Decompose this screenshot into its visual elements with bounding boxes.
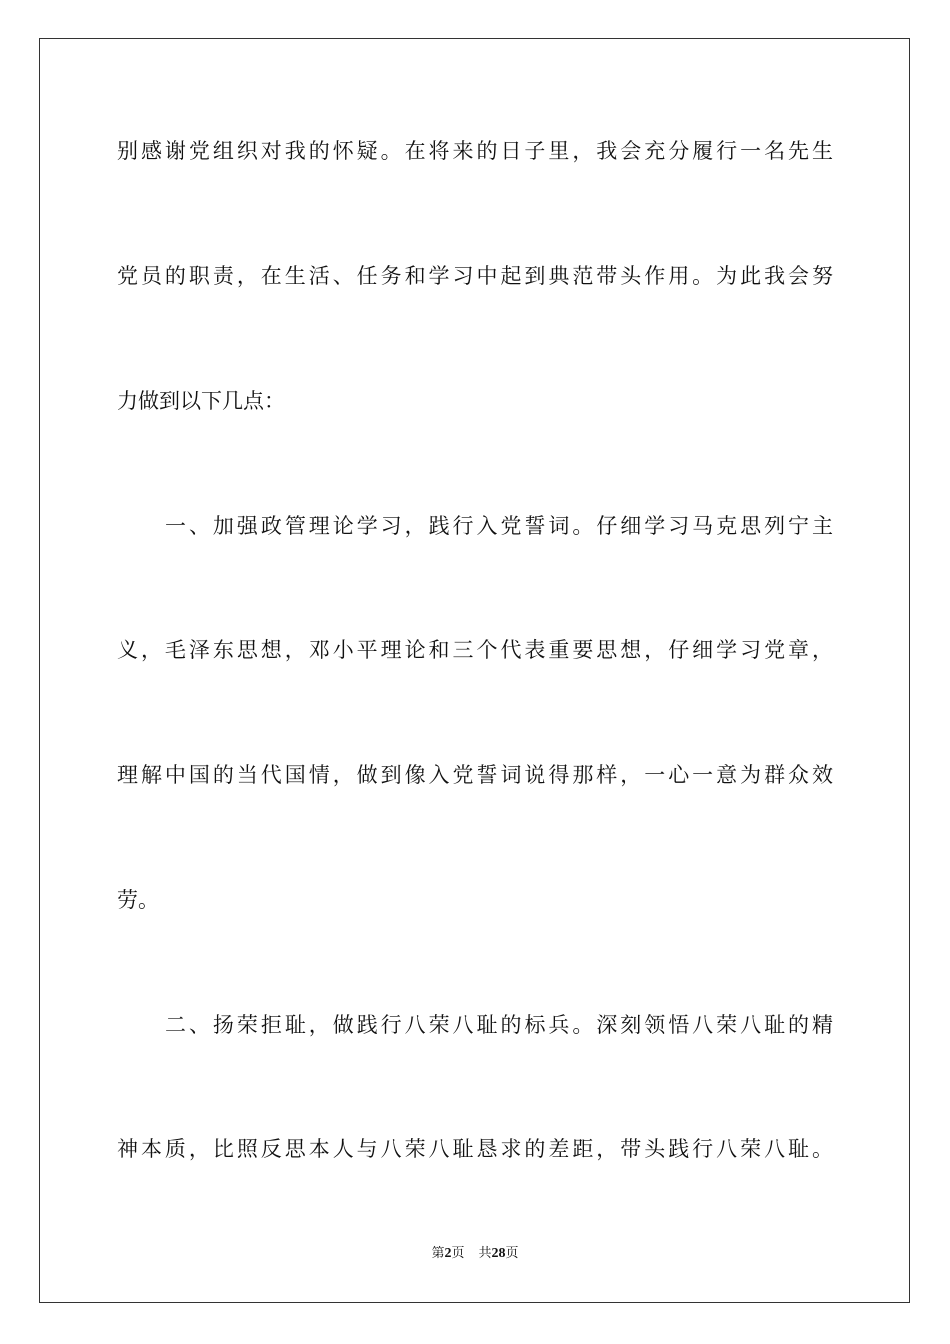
footer-page-number: 2 — [444, 1246, 452, 1261]
footer-page-suffix: 页 — [451, 1246, 465, 1261]
footer-page-prefix: 第 — [431, 1246, 445, 1261]
page-border — [39, 38, 910, 1303]
footer-total-pages: 28 — [491, 1246, 506, 1261]
footer-total-prefix: 共 — [478, 1246, 492, 1261]
body-line-4: 一、加强政管理论学习，践行入党誓词。仔细学习马克思列宁主 — [165, 514, 833, 538]
body-line-7: 劳。 — [117, 888, 159, 912]
body-line-6: 理解中国的当代国情，做到像入党誓词说得那样，一心一意为群众效 — [117, 763, 833, 787]
page-footer — [0, 1244, 950, 1264]
body-line-1: 别感谢党组织对我的怀疑。在将来的日子里，我会充分履行一名先生 — [117, 139, 833, 163]
body-line-3: 力做到以下几点： — [117, 389, 285, 413]
body-line-2: 党员的职责，在生活、任务和学习中起到典范带头作用。为此我会努 — [117, 264, 833, 288]
body-line-9: 神本质，比照反思本人与八荣八耻恳求的差距，带头践行八荣八耻。 — [117, 1137, 833, 1161]
body-line-8: 二、扬荣拒耻，做践行八荣八耻的标兵。深刻领悟八荣八耻的精 — [165, 1013, 833, 1037]
body-line-5: 义，毛泽东思想，邓小平理论和三个代表重要思想，仔细学习党章， — [117, 638, 833, 662]
footer-total-suffix: 页 — [505, 1246, 519, 1261]
